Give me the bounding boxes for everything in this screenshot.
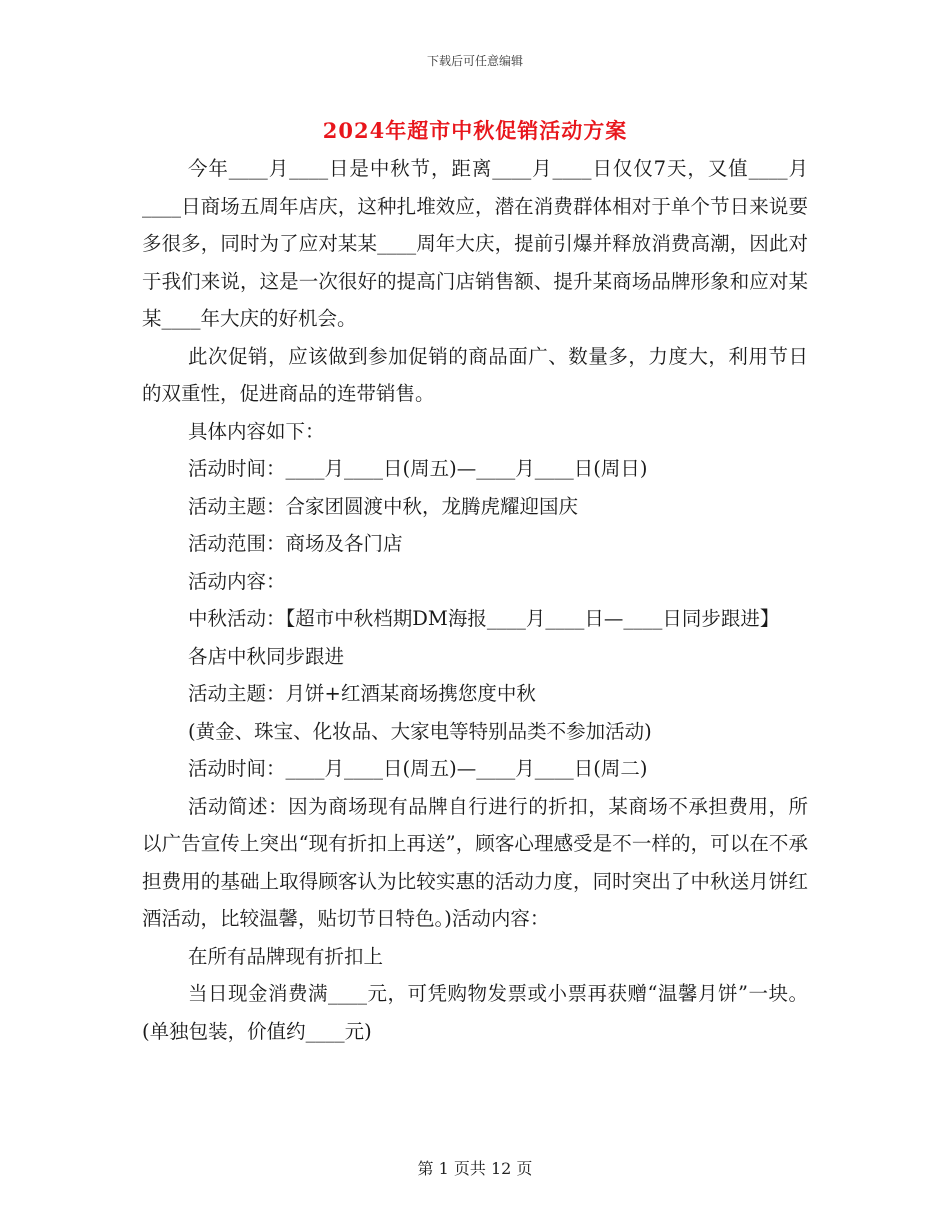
paragraph-promotion-scope: 此次促销，应该做到参加促销的商品面广、数量多，力度大，利用节日的双重性，促进商品的连带销售。 <box>142 344 808 405</box>
paragraph-stores-follow-up: 各店中秋同步跟进 <box>188 644 345 668</box>
paragraph-activity-content-heading: 活动内容： <box>188 569 286 593</box>
paragraph-details-heading: 具体内容如下： <box>188 419 325 443</box>
paragraph-intro: 今年____月____日是中秋节，距离____月____日仅仅7天，又值____月____日商场五周年店庆，这种扎堆效应，潜在消费群体相对于单个节日来说要多很多，同时为了应对某某____周年大庆，提前引爆并释放消费高潮，因此对于我们来说，这是一次很好的提高门店销售额、提升某商场品牌形象和应对某某____年大庆的好机会。 <box>142 157 808 330</box>
paragraph-activity-theme-2: 活动主题：月饼+红酒某商场携您度中秋 <box>188 682 536 705</box>
paragraph-activity-summary: 活动简述：因为商场现有品牌自行进行的折扣，某商场不承担费用，所以广告宣传上突出“现有折扣上再送”，顾客心理感受是不一样的，可以在不承担费用的基础上取得顾客认为比较实惠的活动力度，同时突出了中秋送月饼红酒活动，比较温馨，贴切节日特色。)活动内容： <box>142 794 808 930</box>
paragraph-exclusions: (黄金、珠宝、化妆品、大家电等特别品类不参加活动) <box>188 719 652 743</box>
paragraph-activity-theme: 活动主题：合家团圆渡中秋，龙腾虎耀迎国庆 <box>188 494 579 518</box>
paragraph-existing-discount: 在所有品牌现有折扣上 <box>188 944 384 968</box>
paragraph-mooncake-gift: 当日现金消费满____元，可凭购物发票或小票再获赠“温馨月饼”一块。(单独包装，价值约____元) <box>142 982 808 1043</box>
page-header: 下载后可任意编辑 <box>426 54 523 68</box>
document-title: 2024年超市中秋促销活动方案 <box>322 118 628 143</box>
paragraph-activity-time-2: 活动时间：____月____日(周五)—____月____日(周二) <box>188 757 648 780</box>
document-body <box>142 150 808 1050</box>
page-footer: 第 1 页共 12 页 <box>417 1159 533 1178</box>
paragraph-activity-range: 活动范围：商场及各门店 <box>188 532 403 555</box>
paragraph-activity-time: 活动时间：____月____日(周五)—____月____日(周日) <box>188 457 648 480</box>
paragraph-mid-autumn-activity: 中秋活动：【超市中秋档期DM海报____月____日—____日同步跟进】 <box>188 607 780 630</box>
